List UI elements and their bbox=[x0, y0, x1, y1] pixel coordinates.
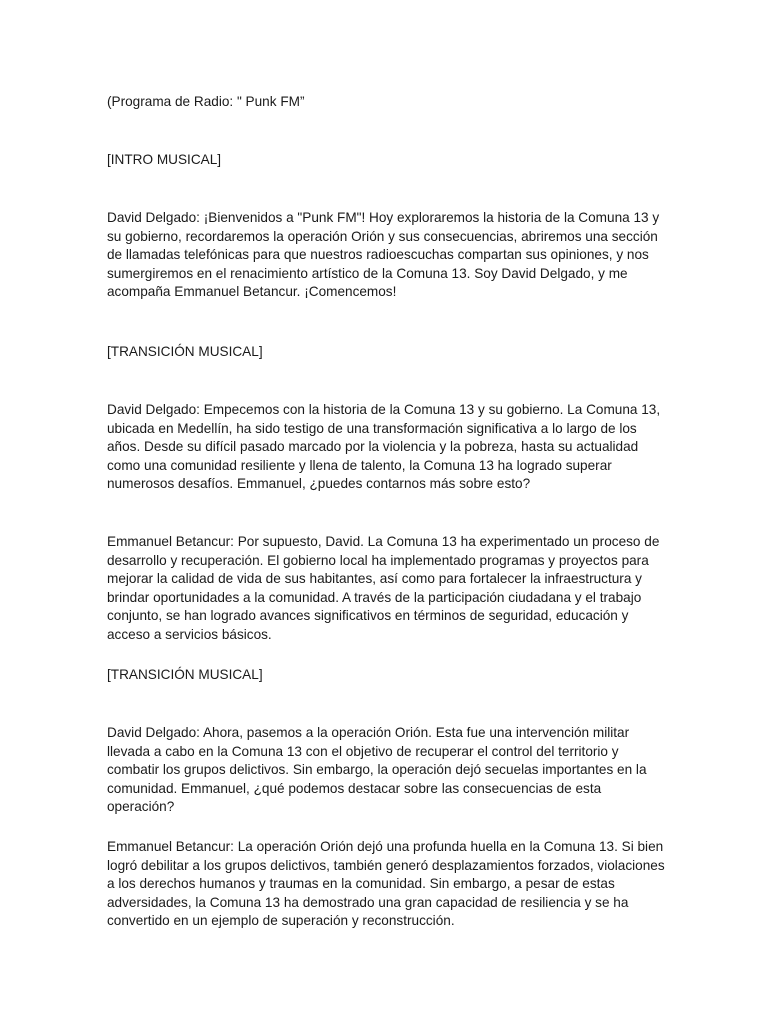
paragraph-david-orion: David Delgado: Ahora, pasemos a la operación Orión. Esta fue una intervención militar llevada a cabo en la Comuna 13 con el objetivo de recuperar el control del territorio y combatir los grupos delictivos. Sin embargo, la operación dejó secuelas importantes en la comunidad. Emmanuel, ¿qué podemos destacar sobre las consecuencias de esta operación? bbox=[107, 725, 647, 814]
paragraph-david-history: David Delgado: Empecemos con la historia de la Comuna 13 y su gobierno. La Comuna 13, ubicada en Medellín, ha sido testigo de una transformación significativa a lo largo de los años. Desde su difícil pasado marcado por la violencia y la pobreza, hasta su actualidad como una comunidad resiliente y llena de talento, la Comuna 13 ha logrado superar numerosos desafíos. Emmanuel, ¿puedes contarnos más sobre esto? bbox=[107, 402, 661, 491]
program-title: (Programa de Radio: " Punk FM” bbox=[107, 94, 305, 109]
paragraph-emmanuel-development: Emmanuel Betancur: Por supuesto, David. La Comuna 13 ha experimentado un proceso de desarrollo y recuperación. El gobierno local ha implementado programas y proyectos para mejorar la calidad de vida de sus habitantes, así como para fortalecer la infraestructura y brindar oportunidades a la comunidad. A través de la participación ciudadana y el trabajo conjunto, se han logrado avances significativos en términos de seguridad, educación y acceso a servicios básicos. bbox=[107, 534, 660, 642]
transition-musical-cue-2: [TRANSICIÓN MUSICAL] bbox=[107, 667, 263, 682]
paragraph-david-welcome: David Delgado: ¡Bienvenidos a "Punk FM"! Hoy exploraremos la historia de la Comuna 13 y su gobierno, recordaremos la operación Orión y sus consecuencias, abriremos una sección de llamadas telefónicas para que nuestros radioescuchas compartan sus opiniones, y nos sumergiremos en el renacimiento artístico de la Comuna 13. Soy David Delgado, y me acompaña Emmanuel Betancur. ¡Comencemos! bbox=[107, 210, 660, 299]
transition-musical-cue-1: [TRANSICIÓN MUSICAL] bbox=[107, 344, 263, 359]
paragraph-emmanuel-consequences: Emmanuel Betancur: La operación Orión dejó una profunda huella en la Comuna 13. Si bien logró debilitar a los grupos delictivos, también generó desplazamientos forzados, violaciones a los derechos humanos y traumas en la comunidad. Sin embargo, a pesar de estas adversidades, la Comuna 13 ha demostrado una gran capacidad de resiliencia y se ha convertido en un ejemplo de superación y reconstrucción. bbox=[107, 839, 665, 928]
intro-musical-cue: [INTRO MUSICAL] bbox=[107, 152, 222, 167]
